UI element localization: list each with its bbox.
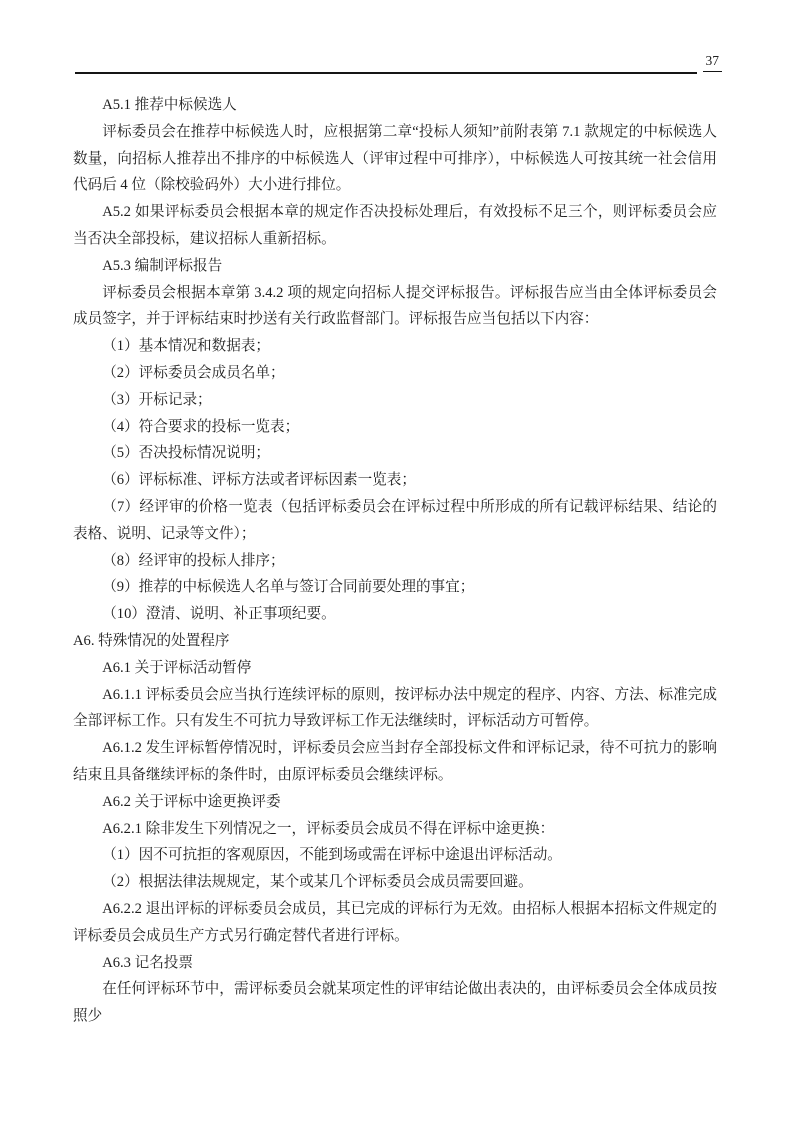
list-item: （1）因不可抗拒的客观原因，不能到场或需在评标中途退出评标活动。 <box>102 847 562 864</box>
section-heading: A6.1 关于评标活动暂停 <box>102 659 252 676</box>
list-item: （2）根据法律法规规定，某个或某几个评标委员会成员需要回避。 <box>102 874 533 891</box>
list-item: （3）开标记录； <box>102 391 212 408</box>
list-item: （7）经评审的价格一览表（包括评标委员会在评标过程中所形成的所有记载评标结果、结论的表格、说明、记录等文件）； <box>73 498 717 542</box>
paragraph: 评标委员会在推荐中标候选人时，应根据第二章“投标人须知”前附表第 7.1 款规定的中标候选人数量，向招标人推荐出不排序的中标候选人（评审过程中可排序），中标候选人可按其统一社会信用代码后 4 位（除校验码外）大小进行排位。 <box>73 123 717 194</box>
paragraph: 在任何评标环节中，需评标委员会就某项定性的评审结论做出表决的，由评标委员会全体成员按照少 <box>73 981 717 1025</box>
list-item: （1）基本情况和数据表； <box>102 338 271 355</box>
paragraph: 评标委员会根据本章第 3.4.2 项的规定向招标人提交评标报告。评标报告应当由全体评标委员会成员签字，并于评标结束时抄送有关行政监督部门。评标报告应当包括以下内容： <box>73 284 717 328</box>
paragraph: A5.2 如果评标委员会根据本章的规定作否决投标处理后，有效投标不足三个，则评标委员会应当否决全部投标，建议招标人重新招标。 <box>73 204 717 247</box>
paragraph: A6.2.1 除非发生下列情况之一，评标委员会成员不得在评标中途更换： <box>102 820 555 837</box>
list-item: （6）评标标准、评标方法或者评标因素一览表； <box>102 472 416 489</box>
list-item: （9）推荐的中标候选人名单与签订合同前要处理的事宜； <box>102 579 475 596</box>
header-rule <box>75 72 697 74</box>
section-heading: A6.2 关于评标中途更换评委 <box>102 793 281 810</box>
list-item: （4）符合要求的投标一览表； <box>102 418 300 435</box>
paragraph: A6.1.2 发生评标暂停情况时，评标委员会应当封存全部投标文件和评标记录，待不可抗力的影响结束且具备继续评标的条件时，由原评标委员会继续评标。 <box>73 740 717 783</box>
paragraph: A6.2.2 退出评标的评标委员会成员，其已完成的评标行为无效。由招标人根据本招标文件规定的评标委员会成员生产方式另行确定替代者进行评标。 <box>73 900 717 944</box>
list-item: （2）评标委员会成员名单； <box>102 364 285 381</box>
paragraph: A6.1.1 评标委员会应当执行连续评标的原则，按评标办法中规定的程序、内容、方法、标准完成全部评标工作。只有发生不可抗力导致评标工作无法继续时，评标活动方可暂停。 <box>73 686 717 730</box>
list-item: （8）经评审的投标人排序； <box>102 552 285 569</box>
document-body <box>73 92 717 1030</box>
list-item: （10）澄清、说明、补正事项纪要。 <box>102 606 336 623</box>
list-item: （5）否决投标情况说明； <box>102 445 271 462</box>
section-heading: A5.3 编制评标报告 <box>102 257 223 274</box>
section-heading: A6. 特殊情况的处置程序 <box>73 632 230 649</box>
page-number: 37 <box>703 51 723 72</box>
section-heading: A5.1 推荐中标候选人 <box>102 97 237 113</box>
section-heading: A6.3 记名投票 <box>102 954 193 971</box>
